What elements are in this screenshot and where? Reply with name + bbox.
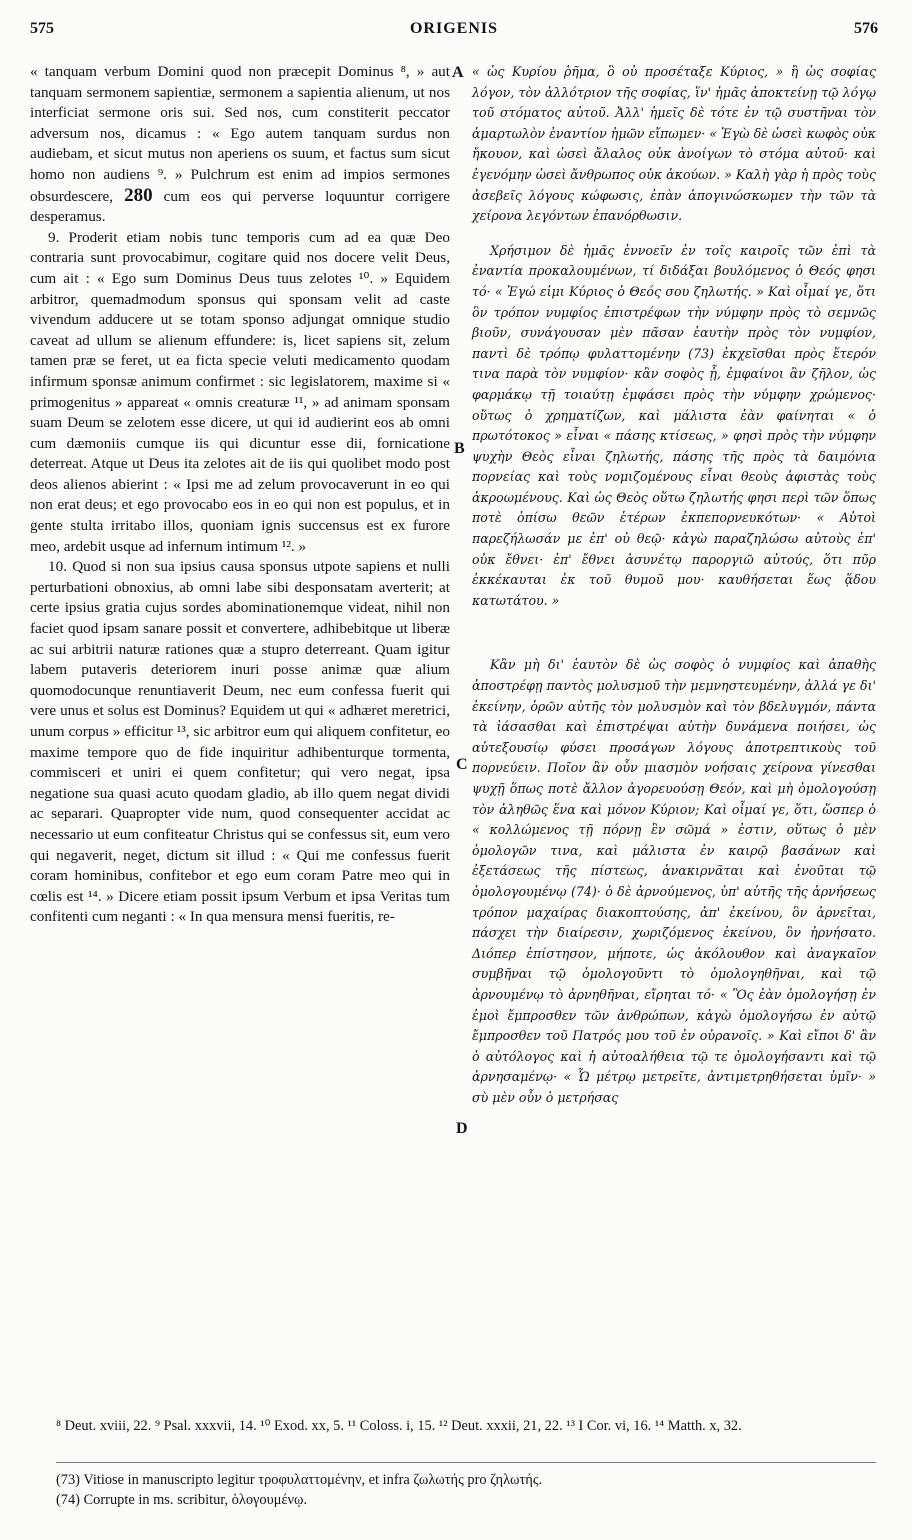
section-marker-b: B	[454, 440, 465, 457]
latin-paragraph-3: 10. Quod si non sua ipsius causa sponsus utpote sapiens et nulli perturbationi obnoxius, ab omni labe sibi desponsatam averterit; at certe ipsius gratia cujus sordes abominationemque videat, nihil non faciet quod ipsam sanare possit et convertere, adhibebitque ut liberæ ac sui arbitrii naturæ rationes quæ a stupro deterreant. Quam igitur labem putaveris deteriorem inuri posse animæ quæ alium quomodocunque renuntiaverit Deum, nec eum confessa fuerit qui vere unus et solus est Dominus? Equidem ut qui « adhæret meretrici, unum corpus » efficitur ¹³, sic arbitror eum qui aliquem confitetur, eo maxime tempore quo de fide inquiritur adhibenturque tormenta, commisceri et uniri ei quem confitetur; qui vero negat, ipsa negatione sua quasi acuto quodam gladio, ab illo quem negat dividi ac separari. Quapropter vide num, quod consequenter accidat ac necessario ut eum confiteatur Christus qui se confessus sit, eum vero qui negaverit, neget, dictum sit illud : « Qui me confessus fuerit coram hominibus, confitebor et ego eum coram Patre meo qui in cœlis est ¹⁴. » Dicere etiam possit ipsum Verbum et ipsa Veritas tum confitenti cum neganti : « In qua mensura mensi fueritis, re-	[30, 558, 450, 926]
section-marker-a: A	[452, 64, 464, 81]
section-marker-d: D	[456, 1120, 468, 1137]
left-page-number: 575	[30, 20, 54, 37]
greek-column	[472, 62, 876, 1109]
latin-paragraph-1	[30, 62, 450, 228]
running-title: ORIGENIS	[409, 20, 499, 37]
footnote-references: ⁸ Deut. xviii, 22. ⁹ Psal. xxxvii, 14. ¹⁰ Exod. xx, 5. ¹¹ Coloss. i, 15. ¹² Deut. xxxii, 21, 22. ¹³ I Cor. vi, 16. ¹⁴ Matth. x, 32.	[56, 1418, 742, 1434]
margin-column-number: 280	[124, 184, 153, 206]
editorial-note-73: (73) Vitiose in manuscripto legitur τροφυλαττομένην, et infra ζωλωτής pro ζηλωτής.	[56, 1472, 543, 1488]
latin-column	[30, 62, 450, 928]
footnote-divider	[56, 1462, 876, 1463]
paragraph-gap	[472, 611, 876, 655]
greek-paragraph-2: Χρήσιμον δὲ ἡμᾶς ἐννοεῖν ἐν τοῖς καιροῖς τῶν ἐπὶ τὰ ἐναντία προκαλουμένων, τί διδάξαι βουλόμενος ὁ Θεός φησι τό· « Ἐγώ εἰμι Κύριος ὁ Θεός σου ζηλωτής. » Καὶ οἶμαί γε, ὅτι ὃν τρόπον νυμφίος ἐπιστρέφων τὴν νύμφην πρὸς τὸ σεμνῶς βιοῦν, συνάγουσαν μὲν πᾶσαν ἑαυτὴν πρὸς τὸν νυμφίον, παντὶ δὲ τρόπῳ φυλαττομένην (73) ἐκχεῖσθαι πρὸς ἕτερόν τινα παρὰ τὸν νυμφίον· κἂν σοφὸς ᾖ, ἐμφαίνοι ἂν ζῆλον, ὡς φαρμάκῳ τῇ τοιαύτῃ ἐμφάσει πρὸς τὴν νύμφην χρώμενος· οὕτως ὁ χρηματίζων, καὶ μάλιστα ἐὰν φαίνηται « ὁ πρωτότοκος » εἶναι « πάσης κτίσεως, » φησὶ πρὸς τὴν νύμφην ψυχὴν Θεὸς εἶναι ζηλωτής, πάσης τῆς πρὸς τὰ δαιμόνια πορνείας καὶ τοὺς νομιζομένους εἶναι θεοὺς ἀφιστὰς τοὺς ἀκροωμένους. Καὶ ὡς Θεὸς οὕτω ζηλωτής φησι περὶ τῶν ὅπως ποτὲ ὀπίσω θεῶν ἑτέρων ἐκπεπορνευκότων· « Αὐτοὶ παρεζήλωσάν με ἐπ' οὐ θεῷ· κἀγὼ παραζηλώσω αὐτοὺς ἐπ' οὐκ ἔθνει· ἐπ' ἔθνει ἀσυνέτῳ παροργιῶ αὐτούς, ὅτι πῦρ ἐκκέκαυται ἐκ τοῦ θυμοῦ μου· καυθήσεται ἕως ᾅδου κατωτάτου. »	[472, 242, 876, 608]
editorial-note-74: (74) Corrupte in ms. scribitur, ὁλογουμένῳ.	[56, 1492, 308, 1508]
section-marker-c: C	[456, 756, 468, 773]
page-header	[30, 6, 878, 46]
greek-paragraph-1: « ὡς Κυρίου ῥῆμα, ὃ οὐ προσέταξε Κύριος, » ἢ ὡς σοφίας λόγον, τὸν ἀλλότριον τῆς σοφίας, ἵν' ἡμᾶς ἀποκτείνῃ τῷ λόγῳ τοῦ στόματος αὐτοῦ. Ἀλλ' ἡμεῖς δὲ τότε ἐν τῷ συστῆναι τὸν ἁμαρτωλὸν ἐναντίον ἡμῶν εἴπωμεν· « Ἐγὼ δὲ ὡσεὶ κωφὸς οὐκ ἤκουον, καὶ ὡσεὶ ἄλαλος οὐκ ἀνοίγων τὸ στόμα αὐτοῦ· καὶ ἐγενόμην ὡσεὶ ἄνθρωπος οὐκ ἀκούων. » Καλὴ γὰρ ἡ πρὸς τοὺς ἀσεβεῖς λόγους κώφωσις, ἐπὰν ἀπογινώσκωμεν τὴν τῶν τὰ χείρονα λεγόντων ἐπανόρθωσιν.	[472, 64, 876, 224]
latin-paragraph-1-text: « tanquam verbum Domini quod non præcepit Dominus ⁸, » aut tanquam sermonem sapientiæ, sermonem a sapientia alienum, ut nos interficiat sermone oris sui. Sed nos, cum constiterit peccator adversum nos, dicamus : « Ego autem tanquam surdus non audiebam, et sicut mutus non aperiens os suum, et factus sum sicut homo non audiens ⁹. » Pulchrum est enim ad impios sermones obsurdescere,	[30, 63, 450, 205]
right-page-number: 576	[854, 20, 878, 37]
greek-paragraph-3: Κἂν μὴ δι' ἑαυτὸν δὲ ὡς σοφὸς ὁ νυμφίος καὶ ἀπαθὴς ἀποστρέφῃ παντὸς μολυσμοῦ τὴν μεμνηστευμένην, ἀλλά γε δι' ἐκείνην, ὁρῶν αὐτῆς τὸν μολυσμὸν καὶ τὸν βδελυγμόν, πάντα τὰ ἰάσασθαι καὶ ἐπιστρέψαι αὐτὴν δυνάμενα ποιήσει, ὡς αὐτεξουσίῳ φύσει προσάγων λόγους ἀποτρεπτικοὺς τοῦ πορνεύειν. Ποῖον ἂν οὖν μιασμὸν νοήσαις χείρονα γίνεσθαι ψυχῇ ὅπως ποτὲ ἄλλον ἀγορευούσῃ Θεόν, καὶ μὴ ὁμολογούσῃ τὸν ἀληθῶς ἕνα καὶ μόνον Κύριον; Καὶ οἶμαί γε, ὅτι, ὥσπερ ὁ « κολλώμενος τῇ πόρνῃ ἓν σῶμά » ἐστιν, οὕτως ὁ μὲν ὁμολογῶν τινα, καὶ μάλιστα ἐν καιρῷ βασάνων καὶ ἐξετάσεως τῆς πίστεως, ἀνακιρνᾶται καὶ ἑνοῦται τῷ ὁμολογουμένῳ (74)· ὁ δὲ ἀρνούμενος, ὑπ' αὐτῆς τῆς ἀρνήσεως τρόπον μαχαίρας διακοπτούσης, ἀπ' ἐκείνου, ὃν ἀρνεῖται, πάσχει τὴν διαίρεσιν, χωριζόμενος ἐκείνου, ὃν ἠρνήσατο. Διόπερ ἐπίστησον, μήποτε, ὡς ἀκόλουθον καὶ ἀναγκαῖον συμβῆναι τῷ ὁμολογοῦντι τὸ ὁμολογηθῆναι, καὶ τῷ ἀρνουμένῳ τὸ ἀρνηθῆναι, εἴρηται τό· « Ὃς ἐὰν ὁμολογήσῃ ἐν ἐμοὶ ἔμπροσθεν τῶν ἀνθρώπων, κἀγὼ ὁμολογήσω ἐν αὐτῷ ἔμπροσθεν τοῦ Πατρός μου τοῦ ἐν οὐρανοῖς. » Καὶ εἴποι δ' ἂν ὁ αὐτόλογος καὶ ἡ αὐτοαλήθεια τῷ τε ὁμολογήσαντι καὶ τῷ ἀρνησαμένῳ· « Ὧ μέτρῳ μετρεῖτε, ἀντιμετρηθήσεται ὑμῖν· » σὺ μὲν οὖν ὁ μετρήσας	[472, 657, 876, 1105]
scripture-footnotes	[56, 1416, 878, 1436]
paragraph-gap	[472, 227, 876, 241]
latin-paragraph-1-end: cum eos qui perverse loquuntur corrigere desperamus.	[30, 187, 450, 226]
latin-paragraph-2: 9. Proderit etiam nobis tunc temporis cum ad ea quæ Deo contraria sunt provocabimur, cogitare quid nos docere velit Deus, cum ait : « Ego sum Dominus Deus tuus zelotes ¹⁰. » Equidem arbitror, quemadmodum sponsus qui sponsam velit ad caste vivendum adducere ut se totam sponso adjungat omnique studio caveat ad ullum se alienum effundere: is, licet sapiens sit, zelum tamen præ se feret, ut ea ficta specie veluti medicamento quodam infirmum sponsæ animum confirmet : sic legislatorem, maxime si « primogenitus » appareat « omnis creaturæ ¹¹, » ad animam sponsam suam Deum se zelotem esse dicere, ut qui id audierint eos ab omni cum dæmoniis cumque iis qui dicuntur esse dii, fornicatione deterreat. Atque ut Deus ita zelotes ait de iis qui quolibet modo post deos alienos abierint : « Ipsi me ad zelum provocaverunt in eo qui non erat deus; et ego provocabo eos in eo qui non est populus, et in gente stulta irritabo illos, quoniam ignis succensus est ex furore meo, ardebit usque ad infernum intimum ¹². »	[30, 228, 450, 555]
editorial-notes	[56, 1470, 878, 1510]
